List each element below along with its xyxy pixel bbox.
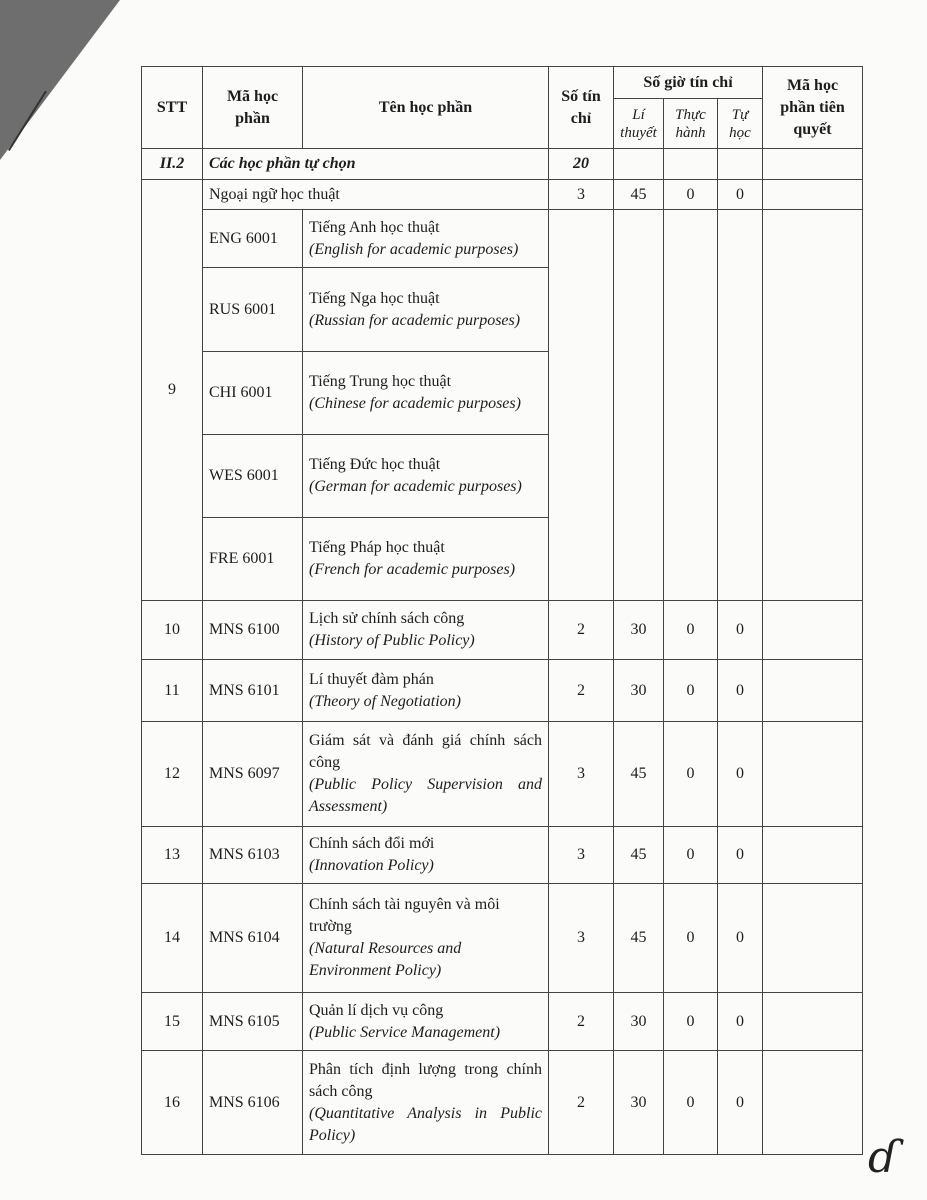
header-stt: STT: [142, 67, 203, 149]
header-row-top: [142, 67, 863, 99]
table-row: [142, 660, 863, 722]
table-row: [142, 1051, 863, 1155]
course-code: FRE 6001: [203, 518, 303, 601]
row-theory: 30: [614, 1051, 664, 1155]
row-credits: 3: [549, 884, 614, 993]
row-name-vi: Quản lí dịch vụ công: [309, 1001, 444, 1019]
row-self-study: 0: [718, 884, 763, 993]
row-theory: 30: [614, 660, 664, 722]
course-name-cell: [303, 268, 549, 352]
row-self-study: 0: [718, 1051, 763, 1155]
row-stt: 13: [142, 827, 203, 884]
row-code: MNS 6105: [203, 993, 303, 1051]
group-9-course-row: [142, 210, 863, 268]
row-stt: 10: [142, 601, 203, 660]
row-name-en: (History of Public Policy): [309, 632, 475, 649]
row-practice: 0: [664, 827, 718, 884]
course-code: ENG 6001: [203, 210, 303, 268]
row-practice: 0: [664, 884, 718, 993]
row-name-cell: [303, 884, 549, 993]
row-practice: 0: [664, 660, 718, 722]
table-row: [142, 827, 863, 884]
row-theory: 45: [614, 827, 664, 884]
curriculum-table: [141, 66, 863, 1155]
group-9-name: Ngoại ngữ học thuật: [203, 180, 549, 210]
row-code: MNS 6104: [203, 884, 303, 993]
table-row: [142, 884, 863, 993]
row-name-cell: [303, 601, 549, 660]
header-name: Tên học phần: [303, 67, 549, 149]
row-name-cell: [303, 1051, 549, 1155]
row-credits: 2: [549, 1051, 614, 1155]
row-name-en: (Quantitative Analysis in Public Policy): [309, 1104, 542, 1144]
row-name-vi: Lịch sử chính sách công: [309, 610, 465, 627]
row-code: MNS 6097: [203, 722, 303, 827]
row-theory: 30: [614, 993, 664, 1051]
course-name-en: (German for academic purposes): [309, 478, 522, 495]
course-name-vi: Tiếng Anh học thuật: [309, 218, 440, 236]
header-practice: Thực hành: [664, 99, 718, 149]
course-code: RUS 6001: [203, 268, 303, 352]
row-name-vi: Chính sách đổi mới: [309, 835, 435, 852]
row-credits: 3: [549, 827, 614, 884]
course-name-en: (Russian for academic purposes): [309, 311, 521, 329]
row-self-study: 0: [718, 660, 763, 722]
course-name-vi: Tiếng Nga học thuật: [309, 289, 440, 307]
group-9-credits: 3: [549, 180, 614, 210]
row-credits: 2: [549, 660, 614, 722]
row-name-vi: Giám sát và đánh giá chính sách công: [309, 732, 542, 771]
row-name-vi: Lí thuyết đàm phán: [309, 670, 434, 688]
header-theory: Lí thuyết: [614, 99, 664, 149]
course-name-cell: [303, 518, 549, 601]
row-practice: 0: [664, 1051, 718, 1155]
section-credits: 20: [549, 149, 614, 180]
row-theory: 45: [614, 722, 664, 827]
course-name-cell: [303, 210, 549, 268]
course-code: WES 6001: [203, 435, 303, 518]
course-name-vi: Tiếng Trung học thuật: [309, 373, 452, 390]
row-practice: 0: [664, 993, 718, 1051]
row-stt: 16: [142, 1051, 203, 1155]
row-self-study: 0: [718, 827, 763, 884]
course-name-vi: Tiếng Pháp học thuật: [309, 539, 445, 556]
row-practice: 0: [664, 722, 718, 827]
row-self-study: 0: [718, 601, 763, 660]
group-9-practice: 0: [664, 180, 718, 210]
row-name-cell: [303, 660, 549, 722]
row-self-study: 0: [718, 993, 763, 1051]
row-stt: 12: [142, 722, 203, 827]
row-theory: 30: [614, 601, 664, 660]
row-stt: 14: [142, 884, 203, 993]
section-row: [142, 149, 863, 180]
group-9-theory: 45: [614, 180, 664, 210]
handwritten-initial-signature: ɗ: [868, 1132, 899, 1183]
row-self-study: 0: [718, 722, 763, 827]
row-name-vi: Chính sách tài nguyên và môi trường: [309, 896, 500, 935]
row-code: MNS 6103: [203, 827, 303, 884]
header-credits: Số tín chỉ: [549, 67, 614, 149]
row-credits: 3: [549, 722, 614, 827]
course-name-vi: Tiếng Đức học thuật: [309, 456, 441, 473]
row-name-cell: [303, 993, 549, 1051]
header-prereq: Mã học phần tiên quyết: [763, 67, 863, 149]
row-name-en: (Theory of Negotiation): [309, 692, 461, 710]
group-9-header-row: [142, 180, 863, 210]
group-9-self-study: 0: [718, 180, 763, 210]
header-hours: Số giờ tín chỉ: [614, 67, 763, 99]
table-row: [142, 722, 863, 827]
row-code: MNS 6100: [203, 601, 303, 660]
row-name-cell: [303, 722, 549, 827]
course-code: CHI 6001: [203, 352, 303, 435]
row-code: MNS 6101: [203, 660, 303, 722]
row-name-en: (Public Policy Supervision and Assessment): [309, 776, 542, 815]
row-name-vi: Phân tích định lượng trong chính sách công: [309, 1060, 542, 1100]
course-name-en: (Chinese for academic purposes): [309, 395, 521, 412]
course-name-cell: [303, 435, 549, 518]
row-name-cell: [303, 827, 549, 884]
header-self-study: Tự học: [718, 99, 763, 149]
course-name-en: (French for academic purposes): [309, 561, 516, 578]
course-name-en: (English for academic purposes): [309, 240, 519, 258]
row-stt: 11: [142, 660, 203, 722]
group-9-stt: 9: [142, 180, 203, 601]
header-code: Mã học phần: [203, 67, 303, 149]
row-stt: 15: [142, 993, 203, 1051]
section-name: Các học phần tự chọn: [203, 149, 549, 180]
table-row: [142, 601, 863, 660]
row-practice: 0: [664, 601, 718, 660]
row-code: MNS 6106: [203, 1051, 303, 1155]
row-name-en: (Innovation Policy): [309, 857, 434, 874]
row-theory: 45: [614, 884, 664, 993]
row-name-en: (Public Service Management): [309, 1023, 501, 1041]
row-credits: 2: [549, 601, 614, 660]
section-id: II.2: [142, 149, 203, 180]
row-name-en: (Natural Resources and Environment Policy): [309, 940, 462, 979]
row-credits: 2: [549, 993, 614, 1051]
table-row: [142, 993, 863, 1051]
course-name-cell: [303, 352, 549, 435]
